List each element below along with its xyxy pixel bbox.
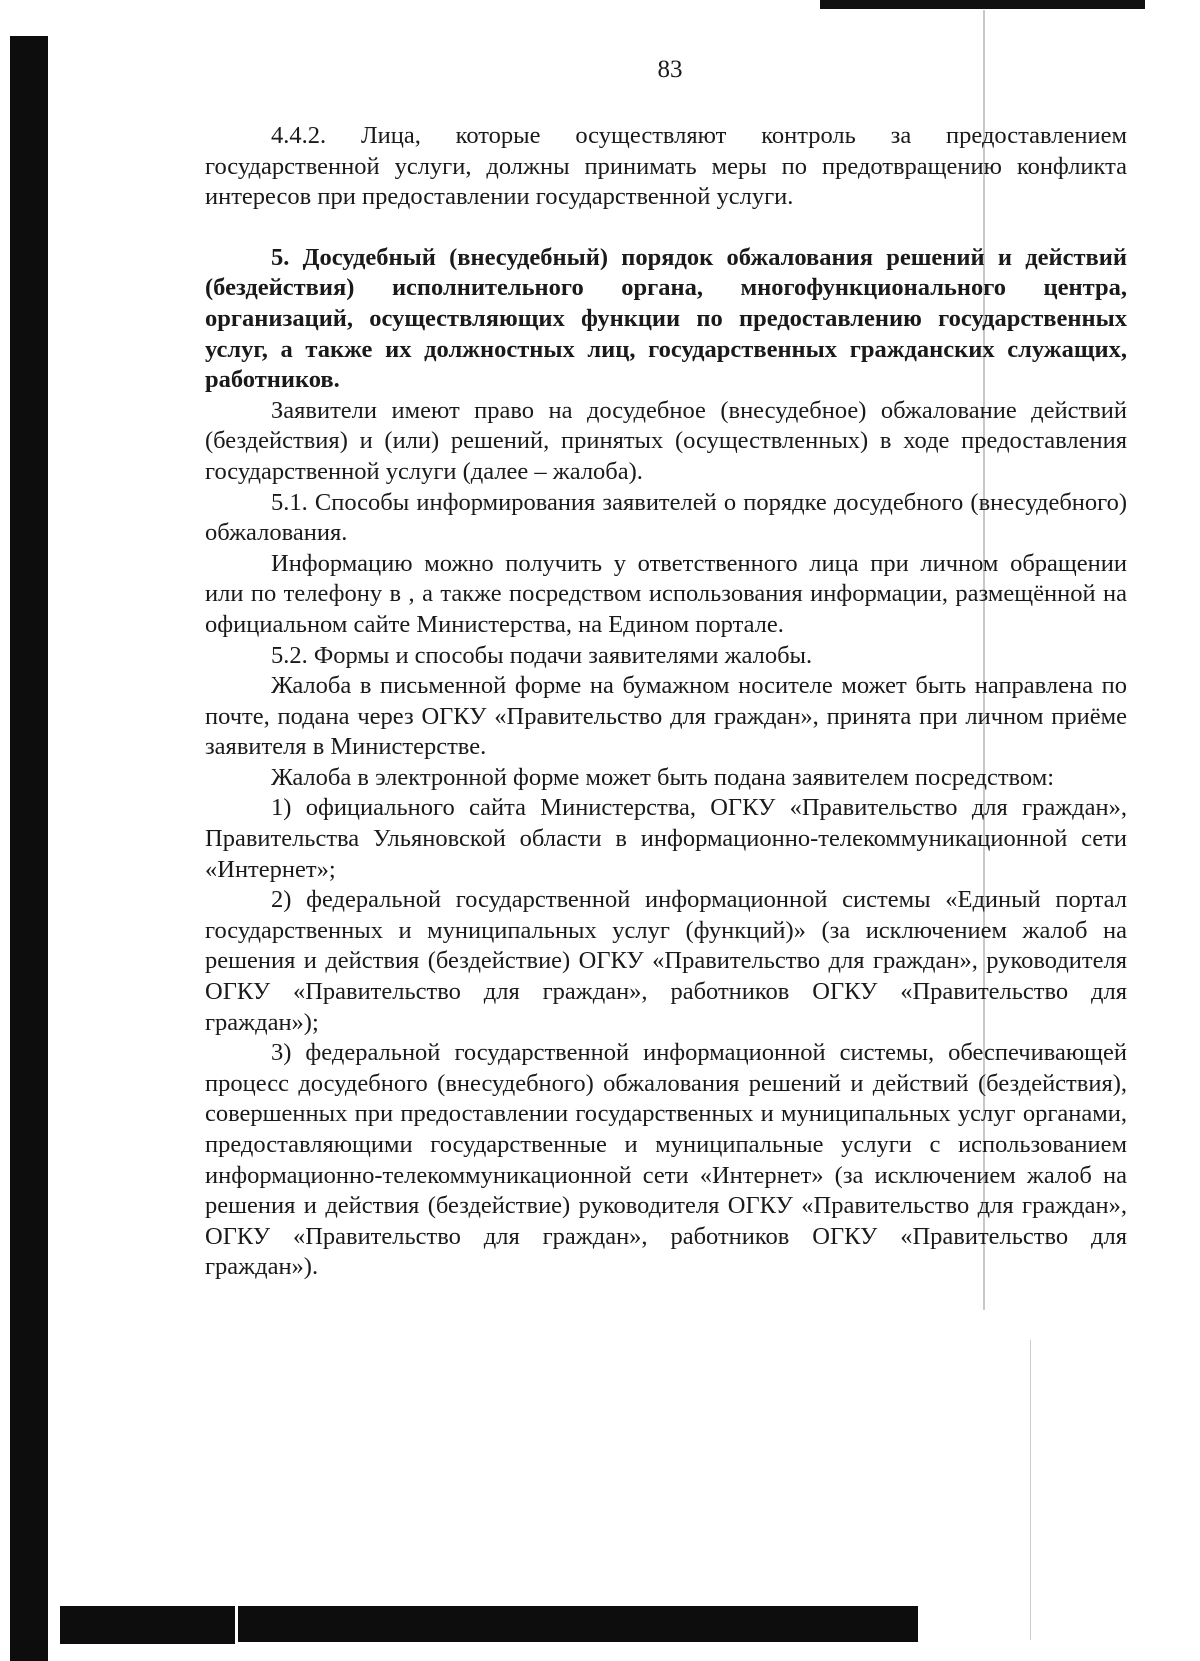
scan-artifact-top-bar <box>820 0 1145 9</box>
paragraph-written-complaint: Жалоба в письменной форме на бумажном носителе может быть направлена по почте, подана через ОГКУ «Правительство для граждан», принята при личном приёме заявителя в Министерстве. <box>205 672 1127 761</box>
page-number: 83 <box>657 56 683 83</box>
paragraph-electronic-complaint: Жалоба в электронной форме может быть подана заявителем посредством: <box>271 763 1055 791</box>
list-item-1: 1) официального сайта Министерства, ОГКУ «Правительство для граждан», Правительства Ульяновской области в информационно-телекоммуникационной сети «Интернет»; <box>205 794 1127 883</box>
scan-artifact-bottom-bar <box>60 1606 235 1644</box>
scan-artifact-fold-line-2 <box>1030 1340 1031 1640</box>
list-item-2: 2) федеральной государственной информационной системы «Единый портал государственных и муниципальных услуг (функций)» (за исключением жалоб на решения и действия (бездействие) ОГКУ «Правительство для граждан», руководителя ОГКУ «Правительство для граждан», работников ОГКУ «Правительство для граждан»); <box>205 886 1127 1036</box>
paragraph-4-4-2: 4.4.2. Лица, которые осуществляют контроль за предоставлением государственной услуги, должны принимать меры по предотвращению конфликта интересов при предоставлении государственной услуги. <box>205 122 1127 211</box>
paragraph-applicants-right: Заявители имеют право на досудебное (внесудебное) обжалование действий (бездействия) и (или) решений, принятых (осуществленных) в ходе предоставления государственной услуги (далее – жалоба). <box>205 396 1127 485</box>
scan-artifact-left-bar <box>10 36 48 1661</box>
paragraph-5-2: 5.2. Формы и способы подачи заявителями жалобы. <box>271 641 813 669</box>
section-5-heading: 5. Досудебный (внесудебный) порядок обжалования решений и действий (бездействия) исполнительного органа, многофункционального центра, организаций, осуществляющих функции по предоставлению государственных услуг, а также их должностных лиц, государственных гражданских служащих, работников. <box>205 243 1127 394</box>
document-body <box>205 121 1127 1283</box>
list-item-3: 3) федеральной государственной информационной системы, обеспечивающей процесс досудебного (внесудебного) обжалования решений и действий (бездействия), совершенных при предоставлении государственных и муниципальных услуг органами, предоставляющими государственные и муниципальные услуги с использованием информационно-телекоммуникационной сети «Интернет» (за исключением жалоб на решения и действия (бездействие) руководителя ОГКУ «Правительство для граждан», ОГКУ «Правительство для граждан», работников ОГКУ «Правительство для граждан»). <box>205 1039 1127 1281</box>
paragraph-information: Информацию можно получить у ответственного лица при личном обращении или по телефону в , а также посредством использования информации, размещённой на официальном сайте Министерства, на Едином портале. <box>205 549 1127 638</box>
scan-artifact-bottom-bar-2 <box>238 1606 918 1642</box>
paragraph-5-1: 5.1. Способы информирования заявителей о порядке досудебного (внесудебного) обжалования. <box>205 488 1127 547</box>
